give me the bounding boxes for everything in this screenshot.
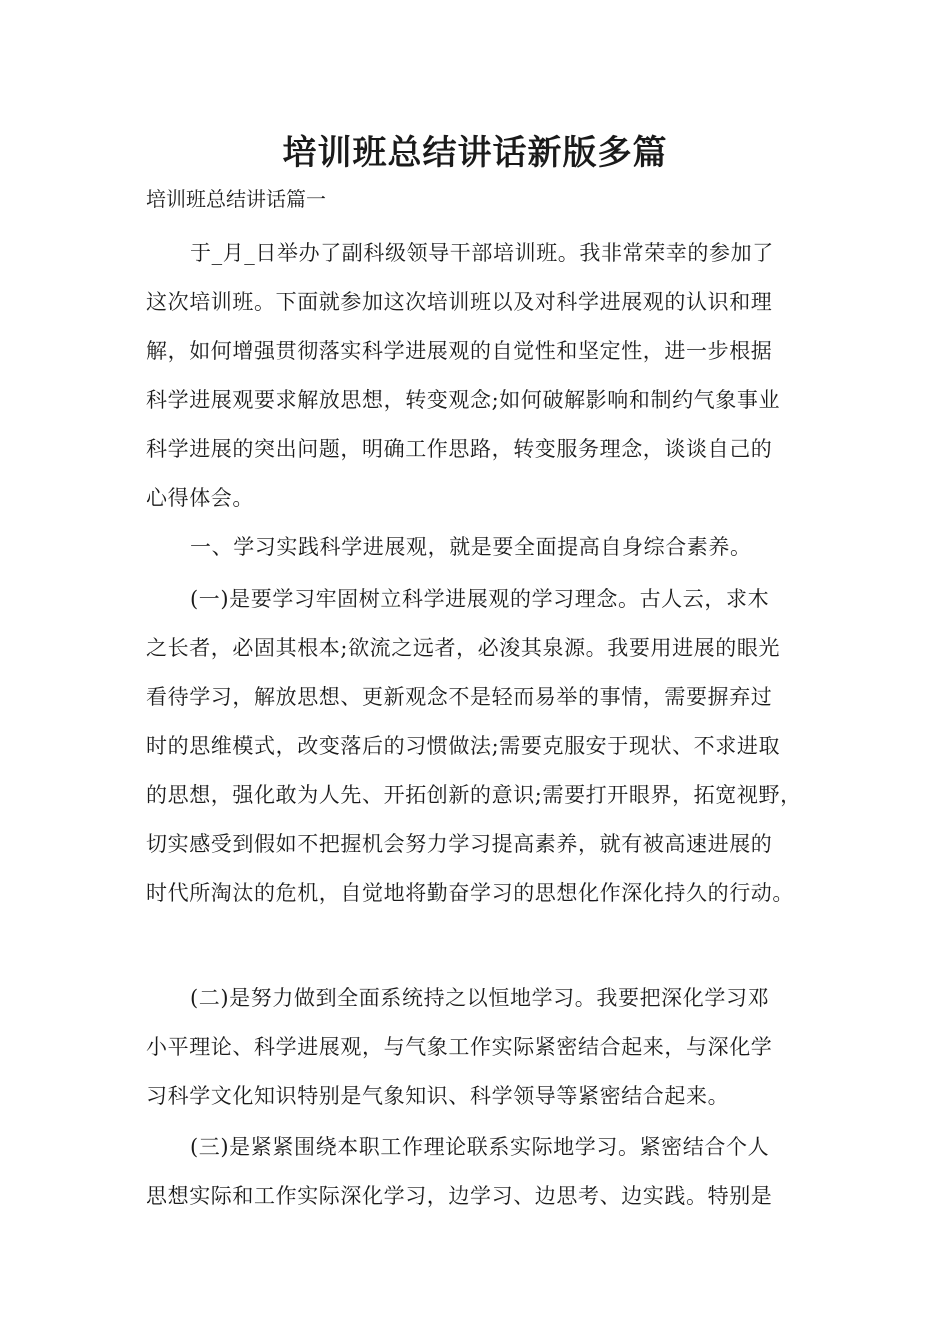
paragraph-line: 科学进展观要求解放思想，转变观念;如何破解影响和制约气象事业 <box>146 388 781 412</box>
paragraph-line: (一)是要学习牢固树立科学进展观的学习理念。古人云，求木 <box>190 587 770 611</box>
section-heading: 培训班总结讲话篇一 <box>146 187 326 211</box>
paragraph-line: 于_月_日举办了副科级领导干部培训班。我非常荣幸的参加了 <box>190 241 774 265</box>
paragraph-line: 时代所淘汰的危机，自觉地将勤奋学习的思想化作深化持久的行动。 <box>146 881 794 905</box>
paragraph-line: 之长者，必固其根本;欲流之远者，必浚其泉源。我要用进展的眼光 <box>146 636 781 660</box>
document-title: 培训班总结讲话新版多篇 <box>282 133 668 173</box>
paragraph-line: 一、学习实践科学进展观，就是要全面提高自身综合素养。 <box>190 535 752 559</box>
paragraph-line: 科学进展的突出问题，明确工作思路，转变服务理念，谈谈自己的 <box>146 437 773 461</box>
paragraph-line: 心得体会。 <box>146 486 254 510</box>
paragraph-line: 这次培训班。下面就参加这次培训班以及对科学进展观的认识和理 <box>146 290 773 314</box>
paragraph-line: 解，如何增强贯彻落实科学进展观的自觉性和坚定性，进一步根据 <box>146 339 773 363</box>
paragraph-line: 时的思维模式，改变落后的习惯做法;需要克服安于现状、不求进取 <box>146 734 781 758</box>
paragraph-line: (二)是努力做到全面系统持之以恒地学习。我要把深化学习邓 <box>190 986 770 1010</box>
paragraph-line: 看待学习，解放思想、更新观念不是轻而易举的事情，需要摒弃过 <box>146 685 773 709</box>
paragraph-line: 切实感受到假如不把握机会努力学习提高素养，就有被高速进展的 <box>146 832 773 856</box>
paragraph-line: (三)是紧紧围绕本职工作理论联系实际地学习。紧密结合个人 <box>190 1135 770 1159</box>
paragraph-line: 思想实际和工作实际深化学习，边学习、边思考、边实践。特别是 <box>146 1184 773 1208</box>
paragraph-line: 小平理论、科学进展观，与气象工作实际紧密结合起来，与深化学 <box>146 1035 773 1059</box>
paragraph-line: 的思想，强化敢为人先、开拓创新的意识;需要打开眼界，拓宽视野， <box>146 783 802 807</box>
paragraph-line: 习科学文化知识特别是气象知识、科学领导等紧密结合起来。 <box>146 1084 730 1108</box>
